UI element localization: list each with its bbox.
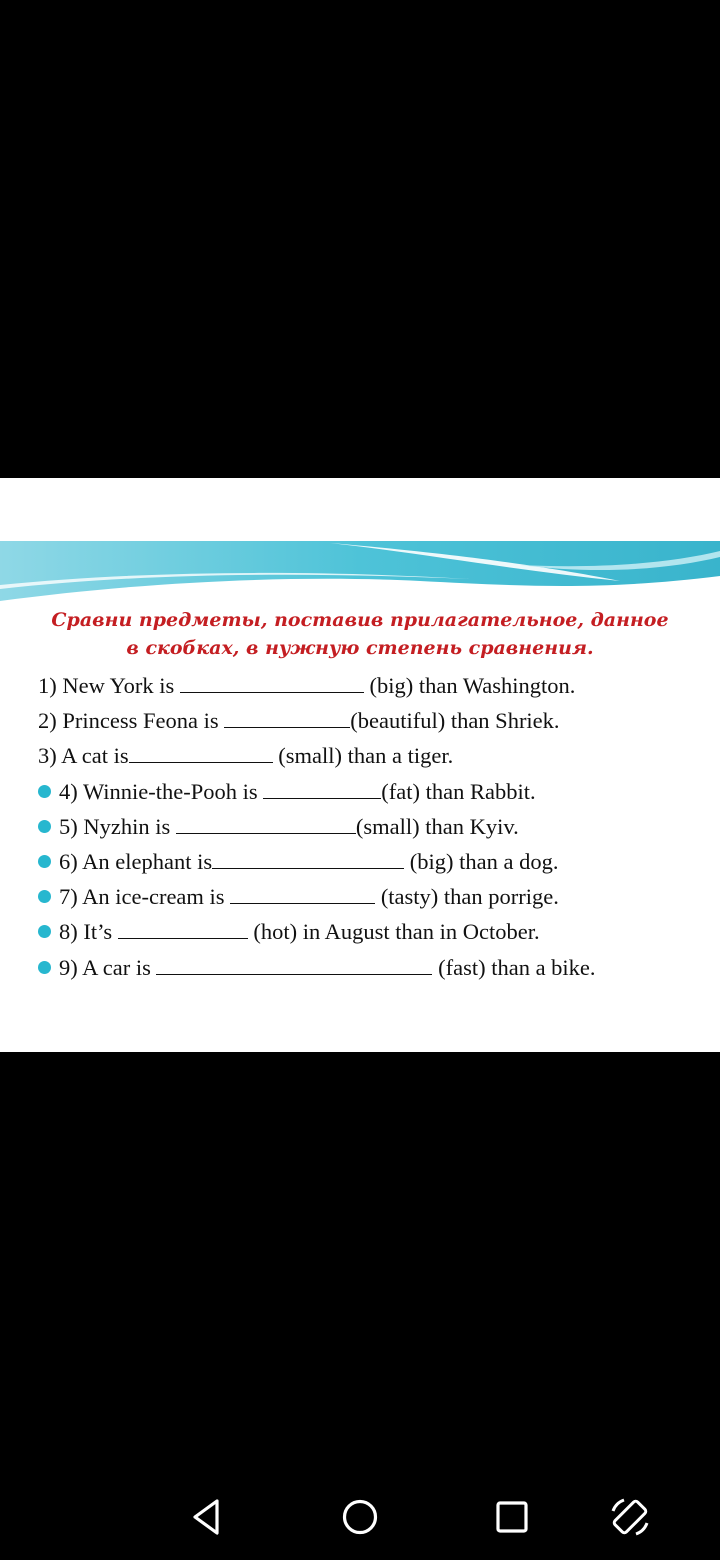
rotate-screen-icon (607, 1494, 653, 1540)
back-button[interactable] (181, 1492, 231, 1542)
title-line-2: в скобках, в нужную степень сравнения. (126, 637, 594, 659)
exercise-item-2 (38, 706, 596, 741)
worksheet-title (0, 606, 720, 662)
item-text-after: (small) than a tiger. (272, 743, 454, 769)
recents-button[interactable] (487, 1492, 537, 1542)
navigation-bar (0, 1470, 720, 1560)
rotate-button[interactable] (605, 1492, 655, 1542)
item-text-after: (big) than a dog. (404, 848, 559, 874)
bullet-dot-icon (38, 785, 51, 798)
item-text-after: (fat) than Rabbit. (381, 778, 536, 804)
bullet-dot-icon (38, 855, 51, 868)
exercise-item-1 (38, 671, 596, 706)
exercise-item-6 (38, 847, 596, 882)
item-text-after: (beautiful) than Shriek. (350, 708, 560, 734)
item-text-before: 1) New York is (38, 673, 180, 698)
answer-blank (230, 883, 375, 904)
item-text-before: 3) A cat is (38, 743, 129, 769)
bullet-dot-icon (38, 820, 51, 833)
wave-banner (0, 541, 720, 601)
item-text-before: 4) Winnie-the-Pooh is (59, 778, 264, 804)
exercise-item-3 (38, 741, 596, 776)
item-text-after: (big) than Washington. (363, 673, 576, 698)
answer-blank (180, 672, 364, 693)
bullet-dot-icon (38, 925, 51, 938)
answer-blank (156, 954, 432, 975)
back-triangle-icon (189, 1497, 223, 1537)
item-text-before: 2) Princess Feona is (38, 708, 225, 734)
item-text-before: 8) It’s (59, 919, 118, 945)
home-button[interactable] (335, 1492, 385, 1542)
exercise-item-5 (38, 812, 596, 847)
exercise-list (38, 671, 596, 988)
title-line-1: Сравни предметы, поставив прилагательное, данное (51, 609, 669, 631)
worksheet-image[interactable] (0, 478, 720, 1052)
item-text-after: (fast) than a bike. (432, 954, 596, 980)
item-text-before: 7) An ice-cream is (59, 884, 231, 910)
answer-blank (263, 778, 381, 799)
exercise-item-9 (38, 953, 596, 988)
item-text-before: 9) A car is (59, 954, 157, 980)
home-circle-icon (340, 1497, 380, 1537)
answer-blank (176, 813, 356, 834)
item-text-after: (hot) in August than in October. (247, 919, 540, 945)
exercise-item-7 (38, 882, 596, 917)
exercise-item-4 (38, 777, 596, 812)
bullet-dot-icon (38, 961, 51, 974)
item-text-before: 5) Nyzhin is (59, 813, 176, 839)
answer-blank (118, 918, 248, 939)
item-text-after: (small) than Kyiv. (355, 813, 519, 839)
answer-blank (212, 848, 404, 869)
recents-square-icon (494, 1499, 530, 1535)
item-text-before: 6) An elephant is (59, 848, 213, 874)
bullet-dot-icon (38, 890, 51, 903)
exercise-item-8 (38, 917, 596, 952)
item-text-after: (tasty) than porrige. (375, 884, 559, 910)
answer-blank (224, 707, 350, 728)
answer-blank (129, 742, 273, 763)
